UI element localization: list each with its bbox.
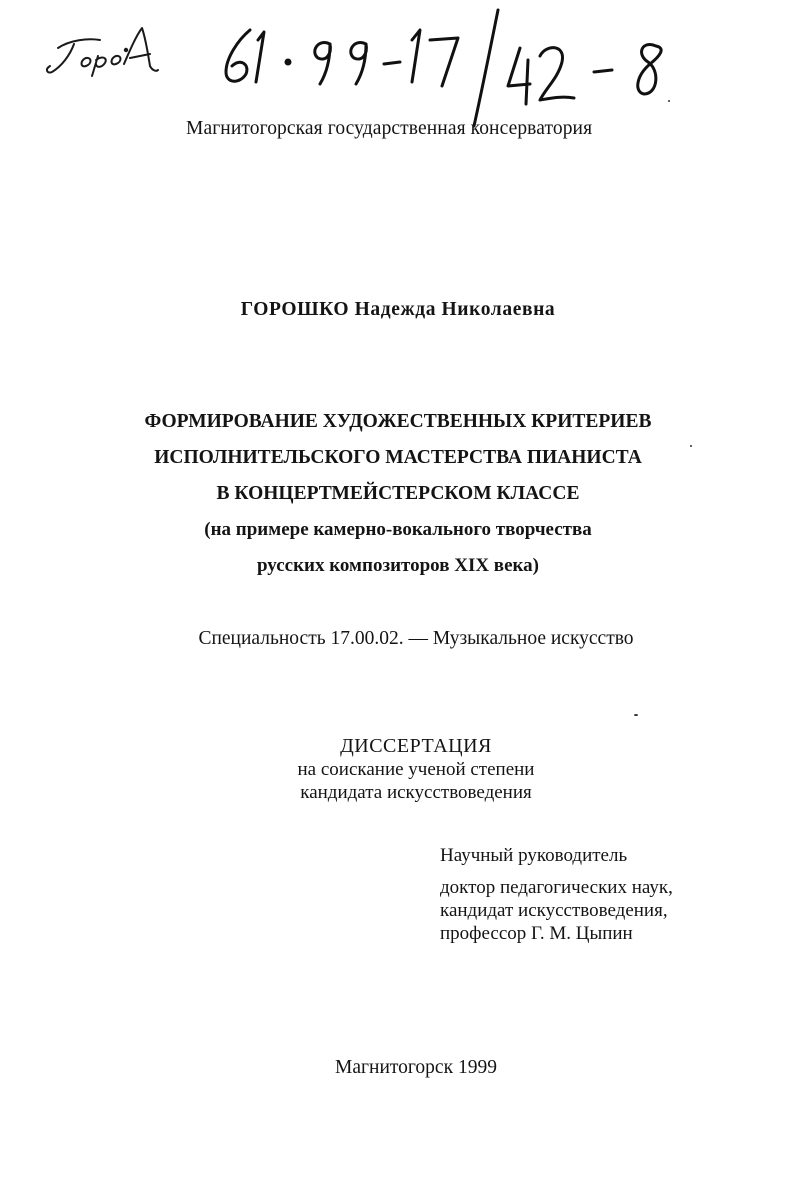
title-line: ФОРМИРОВАНИЕ ХУДОЖЕСТВЕННЫХ КРИТЕРИЕВ: [144, 411, 652, 432]
dissertation-title: [0, 404, 796, 584]
title-line: В КОНЦЕРТМЕЙСТЕРСКОМ КЛАССЕ: [216, 483, 580, 504]
title-line: ИСПОЛНИТЕЛЬСКОГО МАСТЕРСТВА ПИАНИСТА: [154, 447, 642, 468]
scan-speck: [668, 100, 670, 102]
institution-name: Магнитогорская государственная консерватория: [186, 118, 593, 139]
scan-speck: [634, 714, 638, 716]
specialty: [0, 627, 796, 650]
author-name: ГОРОШКО Надежда Николаевна: [240, 299, 556, 320]
handwritten-code: [226, 10, 661, 126]
advisor-line: профессор Г. М. Цыпин: [440, 923, 633, 944]
advisor-label: Научный руководитель: [440, 845, 628, 866]
city-year: Магнитогорск 1999: [335, 1057, 497, 1078]
subtitle-line: русских композиторов XIX века): [256, 555, 539, 576]
degree-line: на соискание ученой степени: [297, 759, 535, 780]
advisor-block: [440, 844, 673, 945]
advisor-line: доктор педагогических наук,: [440, 877, 673, 898]
subtitle-line: (на примере камерно-вокального творчества: [204, 519, 592, 540]
degree-block: [0, 735, 796, 804]
dissertation-heading: ДИССЕРТАЦИЯ: [340, 735, 492, 757]
degree-line: кандидата искусствоведения: [300, 782, 532, 803]
handwritten-signature: [47, 28, 158, 76]
handwritten-catalog-note: [0, 0, 796, 130]
specialty-text: Специальность 17.00.02. — Музыкальное искусство: [198, 628, 634, 649]
scan-speck: [690, 445, 692, 447]
advisor-line: кандидат искусствоведения,: [440, 900, 668, 921]
